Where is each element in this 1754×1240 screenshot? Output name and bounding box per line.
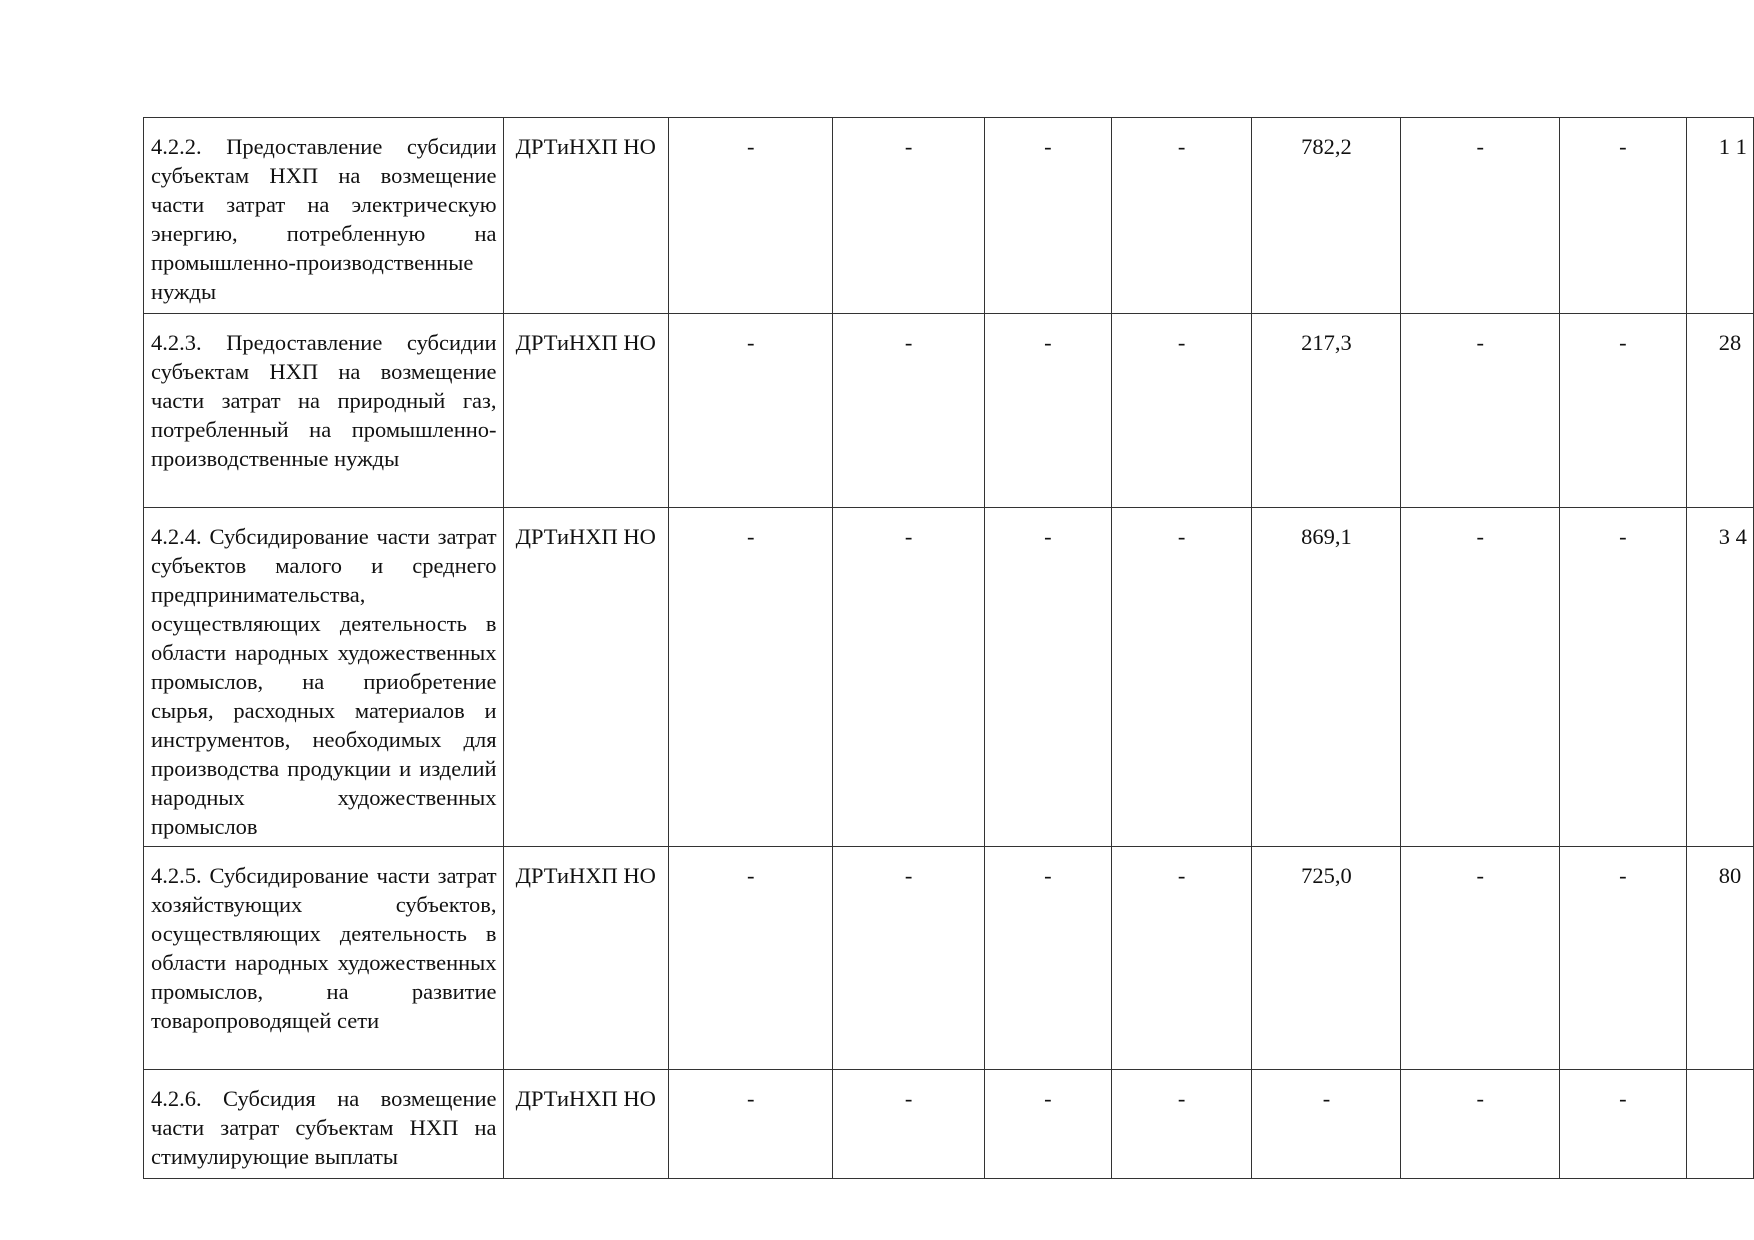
measure-name: 4.2.5. Субсидирование части затрат хозяйствующих субъектов, осуществляющих деятельность в области народных художественных промыслов, на развитие товаропроводящей сети [151, 863, 497, 1033]
value-cell: - [984, 314, 1111, 508]
value-cell: - [668, 118, 832, 314]
value-cell: - [984, 1070, 1111, 1179]
value-cell: - [1401, 508, 1559, 847]
value-cell: - [1559, 1070, 1686, 1179]
value-cell: - [668, 314, 832, 508]
value-cell: - [1111, 1070, 1252, 1179]
value-cell: - [1401, 1070, 1559, 1179]
value-cell: - [833, 1070, 985, 1179]
responsible-cell: ДРТиНХП НО [503, 314, 668, 508]
measure-name-cell [144, 118, 504, 314]
value-cell: - [668, 847, 832, 1070]
measure-name: 4.2.2. Предоставление субсидии субъектам НХП на возмещение части затрат на электрическую энергию, потребленную на промышленно-производственные нужды [151, 134, 497, 304]
value-cell: 80 [1686, 847, 1753, 1070]
value-cell: 217,3 [1252, 314, 1401, 508]
value-cell: - [1111, 314, 1252, 508]
value-cell: - [833, 118, 985, 314]
value-cell: 725,0 [1252, 847, 1401, 1070]
table-row [144, 314, 1754, 508]
value-cell: - [668, 1070, 832, 1179]
value-cell: 782,2 [1252, 118, 1401, 314]
measure-name-cell [144, 1070, 504, 1179]
responsible-cell: ДРТиНХП НО [503, 118, 668, 314]
value-cell: - [1111, 847, 1252, 1070]
value-cell: - [984, 118, 1111, 314]
table-row [144, 118, 1754, 314]
measure-name-cell [144, 847, 504, 1070]
measure-name-cell [144, 314, 504, 508]
value-cell [1686, 1070, 1753, 1179]
table-row [144, 1070, 1754, 1179]
measure-name: 4.2.3. Предоставление субсидии субъектам НХП на возмещение части затрат на природный газ, потребленный на промышленно-производственные нужды [151, 330, 497, 471]
value-cell: - [1559, 847, 1686, 1070]
value-cell: - [833, 508, 985, 847]
responsible-cell: ДРТиНХП НО [503, 508, 668, 847]
value-cell: - [668, 508, 832, 847]
value-cell: - [833, 314, 985, 508]
value-cell: - [1559, 508, 1686, 847]
responsible-cell: ДРТиНХП НО [503, 847, 668, 1070]
value-cell: - [1401, 847, 1559, 1070]
measure-name-cell [144, 508, 504, 847]
measure-name: 4.2.6. Субсидия на возмещение части затрат субъектам НХП на стимулирующие выплаты [151, 1086, 497, 1169]
value-cell: 1 1 [1686, 118, 1753, 314]
table-row [144, 508, 1754, 847]
value-cell: - [1559, 118, 1686, 314]
value-cell: 28 [1686, 314, 1753, 508]
value-cell: - [1252, 1070, 1401, 1179]
value-cell: 869,1 [1252, 508, 1401, 847]
responsible-cell: ДРТиНХП НО [503, 1070, 668, 1179]
value-cell: - [1401, 314, 1559, 508]
value-cell: 3 4 [1686, 508, 1753, 847]
value-cell: - [984, 847, 1111, 1070]
value-cell: - [1559, 314, 1686, 508]
value-cell: - [833, 847, 985, 1070]
table-row [144, 847, 1754, 1070]
budget-table [143, 117, 1754, 1179]
value-cell: - [1401, 118, 1559, 314]
value-cell: - [984, 508, 1111, 847]
measure-name: 4.2.4. Субсидирование части затрат субъектов малого и среднего предпринимательства, осуществляющих деятельность в области народных художественных промыслов, на приобретение сырья, расходных материалов и инструментов, необходимых для производства продукции и изделий народных художественных промыслов [151, 524, 497, 839]
value-cell: - [1111, 118, 1252, 314]
value-cell: - [1111, 508, 1252, 847]
